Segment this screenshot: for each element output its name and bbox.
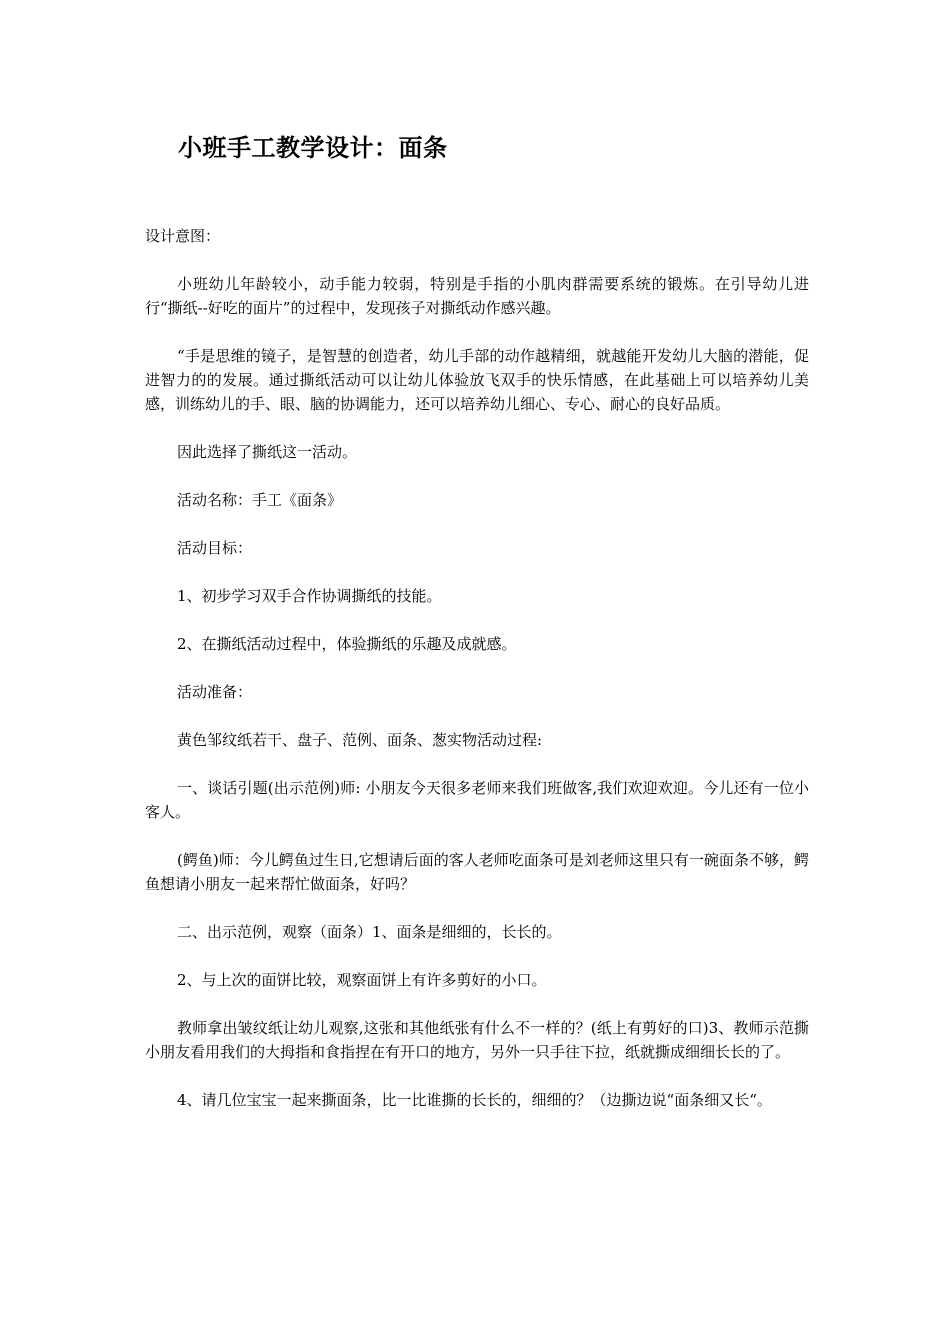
paragraph: 小班幼儿年龄较小，动手能力较弱，特别是手指的小肌肉群需要系统的锻炼。在引导幼儿进行“撕纸--好吃的面片”的过程中，发现孩子对撕纸动作感兴趣。 <box>145 275 809 317</box>
paragraph: 2、与上次的面饼比较，观察面饼上有许多剪好的小口。 <box>177 971 547 989</box>
paragraph: 一、谈话引题(出示范例)师: 小朋友今天很多老师来我们班做客,我们欢迎欢迎。今儿还有一位小客人。 <box>145 779 809 821</box>
paragraph: (鳄鱼)师：今儿鳄鱼过生日,它想请后面的客人老师吃面条可是刘老师这里只有一碗面条不够，鳄鱼想请小朋友一起来帮忙做面条，好吗？ <box>145 851 809 893</box>
paragraph: “手是思维的镜子，是智慧的创造者，幼儿手部的动作越精细，就越能开发幼儿大脑的潜能，促进智力的的发展。通过撕纸活动可以让幼儿体验放飞双手的快乐情感，在此基础上可以培养幼儿美感，训练幼儿的手、眼、脑的协调能力，还可以培养幼儿细心、专心、耐心的良好品质。 <box>145 347 809 413</box>
paragraph: 二、出示范例，观察（面条）1、面条是细细的，长长的。 <box>177 923 562 941</box>
paragraph: 黄色邹纹纸若干、盘子、范例、面条、葱实物活动过程: <box>177 731 543 749</box>
paragraph: 因此选择了撕纸这一活动。 <box>177 443 358 461</box>
document-title: 小班手工教学设计：面条 <box>178 133 448 162</box>
paragraph-activity-goals-heading: 活动目标： <box>177 539 253 557</box>
paragraph-activity-name: 活动名称：手工《面条》 <box>177 491 343 509</box>
paragraph-design-intent-heading: 设计意图： <box>145 227 221 245</box>
paragraph-goal-2: 2、在撕纸活动过程中，体验撕纸的乐趣及成就感。 <box>177 635 517 653</box>
paragraph-goal-1: 1、初步学习双手合作协调撕纸的技能。 <box>177 587 442 605</box>
paragraph: 4、请几位宝宝一起来撕面条，比一比谁撕的长长的，细细的？（边撕边说“面条细又长“。 <box>177 1091 772 1109</box>
paragraph-preparation-heading: 活动准备： <box>177 683 253 701</box>
document-body <box>145 224 809 1136</box>
paragraph: 教师拿出皱纹纸让幼儿观察,这张和其他纸张有什么不一样的？(纸上有剪好的口)3、教师示范撕小朋友看用我们的大拇指和食指捏在有开口的地方，另外一只手往下拉，纸就撕成细细长长的了。 <box>145 1019 809 1061</box>
